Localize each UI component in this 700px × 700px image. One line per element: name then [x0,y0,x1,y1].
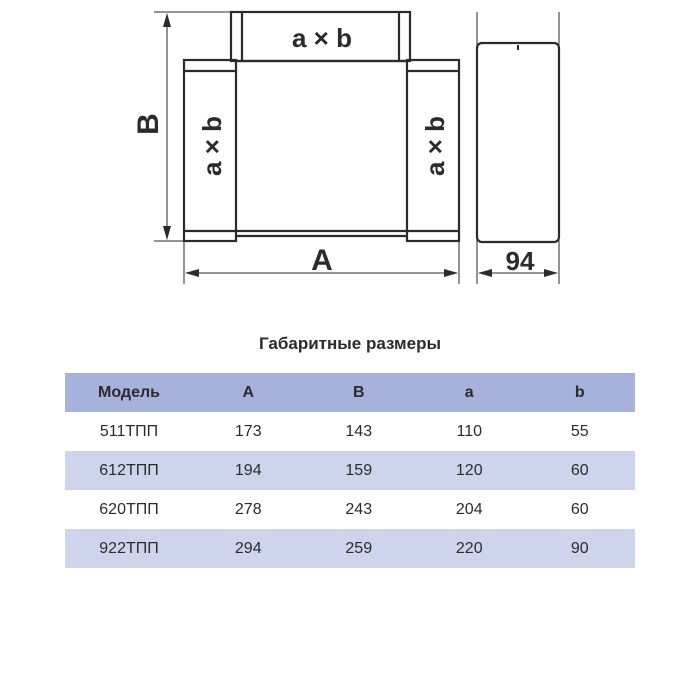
cell-b-upper: 243 [345,500,373,518]
cell-b-upper: 159 [345,461,373,479]
table-row [65,490,635,529]
header-b-lower: b [574,383,585,401]
cell-b-lower: 90 [570,539,589,557]
table-title: Габаритные размеры [259,334,441,353]
table-row [65,451,635,490]
label-left-branch: a × b [197,116,227,176]
table-header-row [65,373,635,412]
cell-a-upper: 173 [234,422,262,440]
dim-depth-arrow-right [544,269,558,277]
cell-b-upper: 259 [345,539,373,557]
header-a-upper: A [242,383,255,401]
cell-model: 620ТПП [99,500,159,518]
label-dim-a: A [311,244,333,277]
cell-b-lower: 60 [570,500,589,518]
cell-a-upper: 294 [234,539,262,557]
dim-a-arrow-left [185,269,199,277]
cell-model: 511ТПП [99,422,159,440]
cell-a-upper: 194 [234,461,262,479]
dim-b-arrow-top [163,13,171,27]
label-depth: 94 [505,246,535,276]
label-right-branch: a × b [420,116,450,176]
side-view [477,43,559,242]
dim-depth-arrow-left [478,269,492,277]
header-b-upper: B [352,383,365,401]
cell-a-upper: 278 [234,500,262,518]
dim-a-arrow-right [444,269,458,277]
header-model: Модель [98,383,160,401]
cell-b-lower: 60 [570,461,589,479]
label-dim-b: B [132,113,165,135]
dimensions-table [65,373,635,568]
cell-b-upper: 143 [345,422,373,440]
cell-a-lower: 120 [455,461,483,479]
cell-model: 612ТПП [99,461,159,479]
dim-b-arrow-bottom [163,226,171,240]
cell-a-lower: 204 [455,500,483,518]
label-top-branch: a × b [292,23,352,53]
table-row [65,412,635,451]
cell-b-lower: 55 [570,422,589,440]
table-row [65,529,635,568]
cell-a-lower: 110 [456,422,482,440]
cell-a-lower: 220 [455,539,483,557]
header-a-lower: a [464,383,474,401]
cell-model: 922ТПП [99,539,159,557]
tee-dimension-drawing [0,0,700,300]
